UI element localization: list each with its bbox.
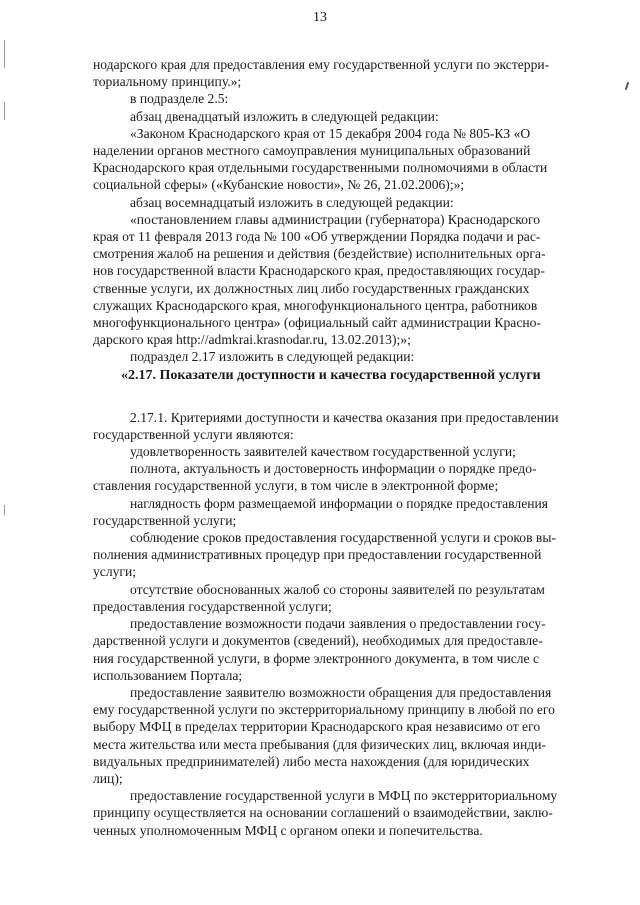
- paragraph: предоставление заявителю возможности обращения для предоставления ему государственной услуги по экстерриториальному принципу в любой по его выбору МФЦ в пределах территории Краснодарского края независимо от его места жительства или места пребывания (для физических лиц, включая инди- видуальных предпринимателей) либо места нахождения (для юридических лиц);: [93, 684, 555, 786]
- paragraph: полнота, актуальность и достоверность информации о порядке предо- ставления государственной услуги, в том числе в электронной форме;: [93, 461, 537, 494]
- page-number: 13: [313, 10, 327, 25]
- paragraph: «постановлением главы администрации (губернатора) Краснодарского края от 11 февраля 2013 года № 100 «Об утверждении Порядка подачи и рас- смотрения жалоб на решения и действия (бездействие) исполнительных орга- нов государственной власти Краснодарского края, предоставляющих государ- ственные услуги, их должностных лиц либо государственных гражданских служащих Краснодарского края, многофункционального центра, работников многофункционального центра» (официальный сайт администрации Красно- дарского края http://admkrai.krasnodar.ru, 13.02.2013);»;: [93, 211, 546, 348]
- paragraph: соблюдение сроков предоставления государственной услуги и сроков вы- полнения административных процедур при предоставлении государственной услуги;: [93, 530, 556, 580]
- paragraph: предоставление возможности подачи заявления о предоставлении госу- дарственной услуги и документов (сведений), необходимых для предоставле- ния государственной услуги, в форме электронного документа, в том числе с использованием Портала;: [93, 616, 546, 683]
- margin-scan-mark: [4, 40, 5, 68]
- paragraph: 2.17.1. Критериями доступности и качества оказания при предоставлении государственной услуги являются:: [93, 409, 559, 442]
- paragraph: абзац восемнадцатый изложить в следующей редакции:: [130, 194, 454, 210]
- pen-stroke-mark: [625, 82, 630, 90]
- paragraph: нодарского края для предоставления ему государственной услуги по экстерри- ториальному принципу.»;: [93, 57, 550, 90]
- paragraph: наглядность форм размещаемой информации о порядке предоставления государственной услуги;: [93, 495, 549, 528]
- paragraph: абзац двенадцатый изложить в следующей редакции:: [130, 108, 439, 124]
- amendment-paragraphs: [93, 56, 604, 366]
- paragraph: удовлетворенность заявителей качеством государственной услуги;: [130, 444, 516, 460]
- margin-scan-mark: [4, 505, 5, 515]
- paragraph: «Законом Краснодарского края от 15 декабря 2004 года № 805-КЗ «О наделении органов местного самоуправления муниципальных образований Краснодарского края отдельными государственными полномочиями в области социальной сферы» («Кубанские новости», № 26, 21.02.2006);»;: [93, 125, 548, 193]
- section-heading: «2.17. Показатели доступности и качества государственной услуги: [121, 367, 541, 383]
- paragraph: предоставление государственной услуги в МФЦ по экстерриториальному принципу осуществляется на основании соглашений о взаимодействии, заклю- ченных уполномоченным МФЦ с органом опеки и попечительства.: [93, 788, 558, 838]
- criteria-paragraphs: [93, 409, 604, 839]
- document-body: [93, 56, 604, 839]
- paragraph: отсутствие обоснованных жалоб со стороны заявителей по результатам предоставления государственной услуги;: [93, 581, 545, 614]
- paragraph: подраздел 2.17 изложить в следующей редакции:: [130, 349, 415, 365]
- paragraph: в подразделе 2.5:: [130, 91, 229, 107]
- margin-scan-mark: [4, 102, 5, 120]
